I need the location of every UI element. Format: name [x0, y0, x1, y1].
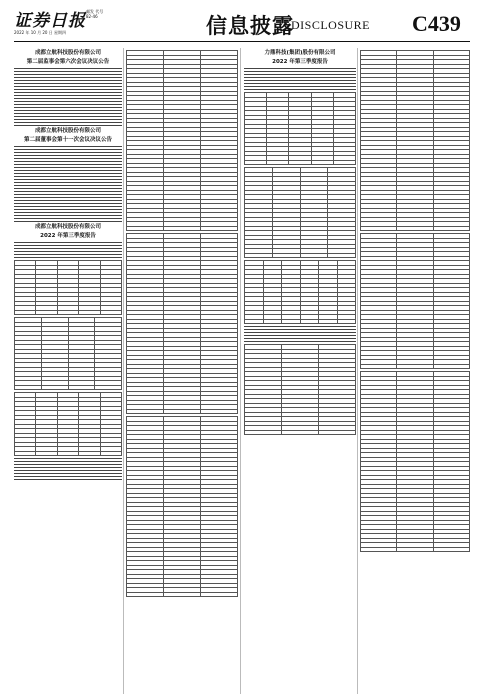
financial-table [244, 260, 356, 324]
notice1-body [14, 68, 122, 126]
notice2-title-line2: 第二届董事会第十一次会议决议公告 [23, 137, 112, 143]
notice3-body [14, 242, 122, 258]
section-subtitle: DISCLOSURE [291, 18, 371, 32]
newspaper-logo: 证券日报 [14, 11, 86, 31]
section-title: 信息披露 [206, 13, 294, 38]
masthead [0, 0, 484, 42]
column-2 [126, 48, 238, 694]
financial-table [244, 167, 356, 258]
notice2-title-line1: 成都立航科技股份有限公司 [34, 128, 101, 134]
financial-table [244, 344, 356, 435]
notice3-footer [14, 458, 122, 480]
balance-sheet-table [360, 50, 470, 231]
cash-flow-table [360, 371, 470, 552]
notice1-title-line2: 第二届监事会第六次会议决议公告 [26, 59, 110, 65]
masthead-rule [14, 41, 470, 42]
cash-flow-table [126, 416, 238, 597]
income-statement-table [126, 233, 238, 414]
column-divider [240, 48, 241, 694]
meta-line-1: 邮发 代号 [86, 9, 104, 14]
column-divider [357, 48, 358, 694]
balance-sheet-table [126, 50, 238, 231]
notice-footer [244, 326, 356, 342]
dateline: 2022 年 10 月 20 日 星期四 [14, 30, 66, 35]
column-4 [360, 48, 470, 694]
notice-body [244, 68, 356, 90]
page-number: C439 [412, 11, 461, 36]
notice3-title-line1: 成都立航科技股份有限公司 [34, 224, 101, 230]
notice-title-line2: 2022 年第三季度报告 [272, 59, 328, 65]
financial-table [14, 317, 122, 390]
notice-title-line1: 力鼎科技(集团)股份有限公司 [264, 50, 336, 56]
financial-table [14, 260, 122, 315]
masthead-meta [86, 9, 103, 19]
notice3-title-line2: 2022 年第三季度报告 [40, 233, 96, 239]
column-3 [244, 48, 356, 694]
notice2-body [14, 146, 122, 222]
income-statement-table [360, 233, 470, 369]
financial-table [244, 92, 356, 165]
meta-line-2: 82-46 [86, 14, 98, 19]
financial-table [14, 392, 122, 456]
column-divider [123, 48, 124, 694]
notice1-title-line1: 成都立航科技股份有限公司 [34, 50, 101, 56]
column-1 [14, 48, 122, 694]
